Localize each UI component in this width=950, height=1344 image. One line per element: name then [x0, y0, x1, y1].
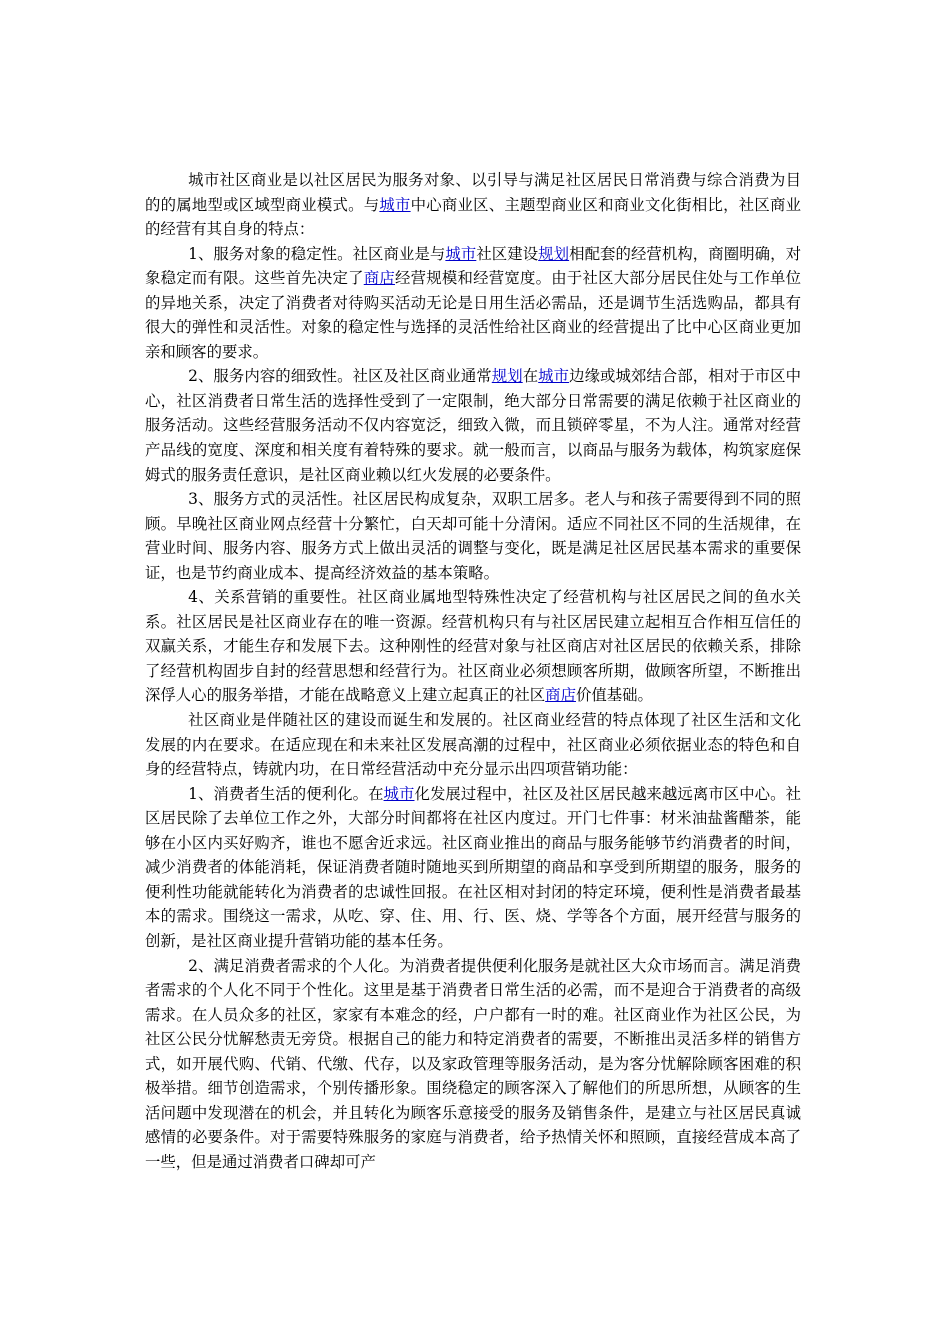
paragraph-text: 城市社区商业是以社区居民为服务对象、以引导与满足社区居民日常消费与综合消费为目的的属地型或区域型商业模式。与 [145, 171, 801, 214]
paragraph-text: 3、服务方式的灵活性。社区居民构成复杂，双职工居多。老人与和孩子需要得到不同的照顾。早晚社区商业网点经营十分繁忙，白天却可能十分清闲。适应不同社区不同的生活规律，在营业时间、服务内容、服务方式上做出灵活的调整与变化，既是满足社区居民基本需求的重要保证，也是节约商业成本、提高经济效益的基本策略。 [145, 490, 801, 582]
paragraph-6 [145, 708, 801, 782]
inline-link[interactable]: 商店 [545, 686, 576, 705]
paragraph-8 [145, 954, 801, 1175]
inline-link[interactable]: 规划 [538, 244, 570, 263]
paragraph-text: 4、关系营销的重要性。社区商业属地型特殊性决定了经营机构与社区居民之间的鱼水关系。社区居民是社区商业存在的唯一资源。经营机构只有与社区居民建立起相互合作相互信任的双赢关系，才能生存和发展下去。这种刚性的经营对象与社区商店对社区居民的依赖关系，排除了经营机构固步自封的经营思想和经营行为。社区商业必须想顾客所期，做顾客所望，不断推出深俘人心的服务举措，才能在战略意义上建立起真正的社区 [145, 588, 801, 705]
paragraph-7 [145, 782, 801, 954]
paragraph-text: 社区建设 [476, 244, 539, 263]
paragraph-text: 2、服务内容的细致性。社区及社区商业通常 [188, 367, 492, 386]
paragraph-3 [145, 364, 801, 487]
paragraph-1 [145, 168, 801, 242]
inline-link[interactable]: 城市 [445, 244, 477, 263]
paragraph-text: 边缘或城郊结合部，相对于市区中心，社区消费者日常生活的选择性受到了一定限制，绝大部分日常需要的满足依赖于社区商业的服务活动。这些经营服务活动不仅内容宽泛，细致入微，而且锁碎零星，不为人注。通常对经营产品线的宽度、深度和相关度有着特殊的要求。就一般而言，以商品与服务为载体，构筑家庭保姆式的服务责任意识，是社区商业赖以红火发展的必要条件。 [145, 367, 801, 484]
inline-link[interactable]: 规划 [491, 367, 523, 386]
paragraph-5 [145, 585, 801, 708]
inline-link[interactable]: 城市 [383, 784, 415, 803]
paragraph-2 [145, 242, 801, 365]
paragraph-text: 中心商业区、主题型商业区和商业文化街相比，社区商业的经营有其自身的特点： [145, 195, 801, 239]
paragraph-text: 1、消费者生活的便利化。在 [188, 784, 384, 803]
inline-link[interactable]: 城市 [379, 195, 411, 214]
paragraph-text: 在 [522, 367, 539, 386]
paragraph-text: 2、满足消费者需求的个人化。为消费者提供便利化服务是就社区大众市场而言。满足消费者需求的个人化不同于个性化。这里是基于消费者日常生活的必需，而不是迎合于消费者的高级需求。在人员众多的社区，家家有本难念的经，户户都有一时的难。社区商业作为社区公民，为社区公民分忧解愁责无旁贷。根据自己的能力和特定消费者的需要，不断推出灵活多样的销售方式，如开展代购、代销、代缴、代存，以及家政管理等服务活动，是为客分忧解除顾客困难的积极举措。细节创造需求，个别传播形象。围绕稳定的顾客深入了解他们的所思所想，从顾客的生活问题中发现潜在的机会，并且转化为顾客乐意接受的服务及销售条件，是建立与社区居民真诚感情的必要条件。对于需要特殊服务的家庭与消费者，给予热情关怀和照顾，直接经营成本高了一些，但是通过消费者口碑却可产 [145, 956, 801, 1171]
paragraph-4 [145, 487, 801, 585]
paragraph-text: 社区商业是伴随社区的建设而诞生和发展的。社区商业经营的特点体现了社区生活和文化发展的内在要求。在适应现在和未来社区发展高潮的过程中，社区商业必须依据业态的特色和自身的经营特点，铸就内功，在日常经营活动中充分显示出四项营销功能： [145, 711, 801, 779]
paragraph-text: 1、服务对象的稳定性。社区商业是与 [188, 244, 446, 263]
paragraph-text: 化发展过程中，社区及社区居民越来越远离市区中心。社区居民除了去单位工作之外，大部分时间都将在社区内度过。开门七件事：材米油盐酱醋茶，能够在小区内买好购齐，谁也不愿舍近求远。社区商业推出的商品与服务能够节约消费者的时间，减少消费者的体能消耗，保证消费者随时随地买到所期望的商品和享受到所期望的服务，服务的便利性功能就能转化为消费者的忠诚性回报。在社区相对封闭的特定环境，便利性是消费者最基本的需求。围绕这一需求，从吃、穿、住、用、行、医、烧、学等各个方面，展开经营与服务的创新，是社区商业提升营销功能的基本任务。 [145, 784, 801, 950]
inline-link[interactable]: 城市 [538, 367, 570, 386]
inline-link[interactable]: 商店 [363, 269, 395, 288]
paragraph-text: 价值基础。 [575, 686, 653, 705]
paragraph-text: 相配套的经营机构，商圈明确，对象稳定而有限。这些首先决定了 [145, 244, 801, 288]
paragraph-text: 经营规模和经营宽度。由于社区大部分居民住处与工作单位的异地关系，决定了消费者对待购买活动无论是日用生活必需品，还是调节生活选购品，都具有很大的弹性和灵活性。对象的稳定性与选择的灵活性给社区商业的经营提出了比中心区商业更加亲和顾客的要求。 [145, 269, 801, 361]
document-body [145, 168, 801, 1174]
